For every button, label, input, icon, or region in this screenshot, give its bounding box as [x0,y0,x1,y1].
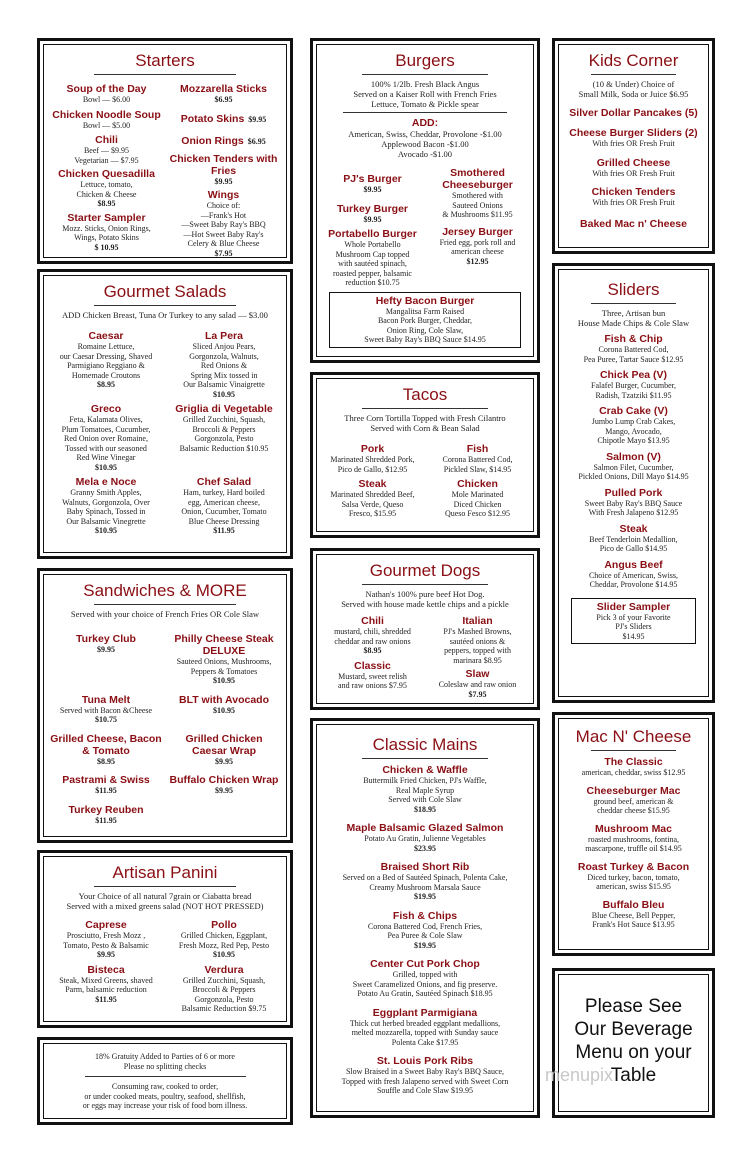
menu-item: Buffalo Chicken Wrap $9.95 [169,774,279,795]
menu-item: Grilled Cheese, Bacon & Tomato $8.95 [50,732,162,766]
menu-item: Classic Mustard, sweet relish and raw onions $7.95 [338,659,407,690]
divider [591,74,676,75]
mains-section [310,718,540,1118]
panini-title: Artisan Panini [112,863,218,882]
dogs-right-column [428,615,527,699]
tacos-grid [323,443,527,519]
burgers-right-column [428,167,527,288]
menu-item: Bisteca Steak, Mixed Greens, shaved Parm, balsamic reduction $11.95 [59,963,153,1004]
divider [362,74,488,75]
beverage-section [552,968,715,1118]
menu-item: Baked Mac n' Cheese [580,217,687,230]
menu-item: La Pera Sliced Anjou Pears, Gorgonzola, Walnuts, Red Onions & Spring Mix tossed in Our Balsamic Vinaigrette $10.95 [183,330,265,399]
menu-item: Grilled Chicken Caesar Wrap $9.95 [185,732,263,766]
starters-section [37,38,293,264]
divider [362,758,488,759]
burgers-grid [323,167,527,288]
mac-section [552,712,715,956]
menu-item: Chili Beef — $9.95 Vegetarian — $7.95 [74,134,139,165]
food-safety-note: Consuming raw, cooked to order, or under cooked meats, poultry, seafood, shellfish, or eggs may increase your risk of food born illness. [82,1082,248,1110]
dogs-title: Gourmet Dogs [369,561,481,580]
dogs-intro: Nathan's 100% pure beef Hot Dog. Served with house made kettle chips and a pickle [341,589,509,609]
menu-item: Crab Cake (V) Jumbo Lump Crab Cakes, Mango, Avocado, Chipotle Mayo $13.95 [591,405,676,445]
tacos-section [310,372,540,538]
divider [362,408,488,409]
divider [591,303,676,304]
divider [591,750,676,751]
menu-item: Maple Balsamic Glazed Salmon Potato Au Gratin, Julienne Vegetables $23.95 [346,822,504,853]
tacos-intro: Three Corn Tortilla Topped with Fresh Cilantro Served with Corn & Bean Salad [344,413,506,433]
sliders-title: Sliders [607,280,660,299]
menu-item: Potato Skins $9.95 [180,112,267,125]
menu-item: Pollo Grilled Chicken, Eggplant, Fresh Mozz, Red Pep, Pesto $10.95 [178,919,270,959]
menu-item: Caprese Prosciutto, Fresh Mozz , Tomato, Pesto & Balsamic $9.95 [63,919,149,959]
menu-item: Pork Marinated Shredded Pork, Pico de Gallo, $12.95 [330,443,415,474]
menu-item: Buffalo Bleu Blue Cheese, Bell Pepper, Frank's Hot Sauce $13.95 [591,898,676,929]
menu-item: Chicken Noodle Soup Bowl — $5.00 [52,108,161,130]
menu-item: Jersey Burger Fried egg, pork roll and american cheese $12.95 [439,225,516,266]
menu-item: Turkey Reuben $11.95 [68,803,144,825]
menu-item: Greco Feta, Kalamata Olives, Plum Tomatoes, Cucumber, Red Onion over Romaine, Tossed with our seasoned Red Wine Vinegar $10.95 [61,403,151,472]
menu-item: Angus Beef Choice of American, Swiss, Cheddar, Provolone $14.95 [588,558,679,589]
menu-item: Braised Short Rib Served on a Bed of Sautéed Spinach, Polenta Cake, Creamy Mushroom Marsala Sauce $19.95 [342,861,508,901]
kids-section [552,38,715,254]
sliders-section [552,263,715,703]
hefty-bacon-burger-feature: Hefty Bacon Burger Mangalitsa Farm Raised Bacon Pork Burger, Cheddar, Onion Ring, Cole Slaw, Sweet Baby Ray's BBQ Sauce $14.95 [329,292,521,348]
menu-item: Chick Pea (V) Falafel Burger, Cucumber, Radish, Tzatziki $11.95 [591,369,676,400]
dogs-left-column [323,615,422,699]
menu-item: Chili mustard, chili, shredded cheddar and raw onions $8.95 [334,615,411,655]
divider [85,1076,246,1077]
panini-intro: Your Choice of all natural 7grain or Ciabatta bread Served with a mixed greens salad (NOT HOT PRESSED) [66,891,264,911]
menu-item: Center Cut Pork Chop Grilled, topped with Sweet Caramelized Onions, and fig preserve. Potato Au Gratin, Sautéed Spinach $18.95 [352,958,498,998]
menu-item: Verdura Grilled Zucchini, Squash, Broccoli & Peppers Gorgonzola, Pesto Balsamic Reduction $9.75 [181,963,267,1013]
divider [362,584,488,585]
watermark: menupix [545,1065,614,1085]
menu-item: Fish & Chip Corona Battered Cod, Pea Puree, Tartar Sauce $12.95 [583,333,684,364]
mains-title: Classic Mains [372,735,478,754]
sandwiches-section [37,568,293,843]
dogs-section [310,548,540,710]
menu-item: Eggplant Parmigiana Thick cut herbed breaded eggplant medallions, melted mozzarella, topped with Sunday sauce Polenta Cake $17.95 [349,1006,501,1047]
menu-item: Onion Rings $6.95 [181,134,266,147]
menu-item: Chicken & Waffle Buttermilk Fried Chicken, PJ's Waffle, Real Maple Syrup Served with Cole Slaw $18.95 [363,764,487,814]
dogs-grid [323,615,527,699]
burgers-left-column [323,167,422,288]
menu-item: Steak Beef Tenderloin Medallion, Pico de Gallo $14.95 [589,522,678,553]
menu-item: PJ's Burger $9.95 [343,173,402,194]
sandwiches-intro: Served with your choice of French Fries OR Cole Slaw [70,609,260,619]
menu-item: Italian PJ's Mashed Browns, sautéed onions & peppers, topped with marinara $8.95 [443,615,512,665]
sliders-list [565,333,702,590]
sandwiches-title: Sandwiches & MORE [83,581,247,600]
menu-item: Steak Marinated Shredded Beef, Salsa Verde, Queso Fresco, $15.95 [330,478,415,518]
divider [94,886,237,887]
menu-item: Smothered Cheeseburger Smothered with Sauteed Onions & Mushrooms $11.95 [442,167,513,219]
menu-item: Griglia di Vegetable Grilled Zucchini, Squash, Broccoli & Peppers Gorgonzola, Pesto Balsamic Reduction $10.95 [175,403,273,453]
mac-list [565,756,702,930]
mac-title: Mac N' Cheese [575,727,692,746]
menu-item: Chicken Tenders with Fries $9.95 [169,152,278,186]
menu-item: Cheese Burger Sliders (2) With fries OR Fresh Fruit [569,127,698,148]
menu-item: Roast Turkey & Bacon Diced turkey, bacon, tomato, american, swiss $15.95 [577,860,690,891]
menu-item: Grilled Cheese With fries OR Fresh Fruit [592,156,675,178]
menu-item: Fish & Chips Corona Battered Cod, French Fries, Pea Puree & Cole Slaw $19.95 [367,909,483,950]
mains-list [323,764,527,1096]
divider [94,305,237,306]
menu-item: Fish Corona Battered Cod, Pickled Slaw, $14.95 [442,443,513,474]
notes-section [37,1037,293,1125]
panini-grid [50,919,280,1014]
menu-item: Mozzarella Sticks $6.95 [180,83,267,104]
menu-item: Turkey Club $9.95 [76,633,136,654]
gratuity-note: 18% Gratuity Added to Parties of 6 or more Please no splitting checks [95,1052,235,1071]
menu-item: Turkey Burger $9.95 [337,202,408,224]
menu-item: Caesar Romaine Lettuce, our Caesar Dressing, Shaved Parmigiano Reggiano & Homemade Croutons $8.95 [59,330,153,389]
beverage-note: Please See Our Beverage Menu on your Table [574,996,693,1086]
burgers-add-text: American, Swiss, Cheddar, Provolone -$1.00 Applewood Bacon -$1.00 Avocado -$1.00 [348,129,502,159]
salads-intro: ADD Chicken Breast, Tuna Or Turkey to any salad — $3.00 [62,310,268,320]
divider [94,604,237,605]
menu-item: Silver Dollar Pancakes (5) [569,107,698,119]
divider [94,74,237,75]
menu-item: Mushroom Mac roasted mushrooms, fontina, mascarpone, truffle oil $14.95 [585,822,682,853]
sandwiches-grid [50,633,280,825]
menu-item: Pulled Pork Sweet Baby Ray's BBQ Sauce With Fresh Jalapeno $12.95 [584,486,683,517]
starters-right-column [167,79,280,258]
menu-item: Pastrami & Swiss $11.95 [62,774,150,795]
salads-grid [50,330,280,536]
menu-item: Starter Sampler Mozz. Sticks, Onion Rings, Wings, Potato Skins $ 10.95 [62,211,151,252]
starters-title: Starters [135,51,195,70]
burgers-intro: 100% 1/2lb. Fresh Black Angus Served on a Kaiser Roll with French Fries Lettuce, Tomato & Pickle spear [353,79,497,109]
menu-item: Chicken Tenders With fries OR Fresh Fruit [591,186,676,207]
menu-item: Portabello Burger Whole Portabello Mushroom Cap topped with sautéed spinach, roasted pepper, balsamic reduction $10.75 [328,228,417,287]
menu-item: Chicken Quesadilla Lettuce, tomato, Chicken & Cheese $8.95 [58,168,155,208]
menu-item: Soup of the Day Bowl — $6.00 [66,83,147,104]
menu-item: BLT with Avocado $10.95 [178,693,270,715]
menu-item: Philly Cheese Steak DELUXE Sauteed Onions, Mushrooms, Peppers & Tomatoes $10.95 [174,633,274,685]
menu-item: Cheeseburger Mac ground beef, american & cheddar cheese $15.95 [586,784,681,815]
tacos-title: Tacos [402,385,448,404]
kids-intro: (10 & Under) Choice of Small Milk, Soda or Juice $6.95 [578,79,689,99]
slider-sampler-feature: Slider Sampler Pick 3 of your Favorite PJ's Sliders $14.95 [571,598,696,645]
menu-item: Mela e Noce Granny Smith Apples, Walnuts, Gorgonzola, Over Baby Spinach, Tossed in Our Balsamic Vinegrette $10.95 [62,476,150,535]
menu-item: Salmon (V) Salmon Filet, Cucumber, Pickled Onions, Dill Mayo $14.95 [578,450,689,481]
menu-item: Wings Choice of: —Frank's Hot —Sweet Baby Ray's BBQ —Hot Sweet Baby Ray's Celery & Blue Cheese $7.95 [181,189,266,258]
menu-item: Slaw Coleslaw and raw onion $7.95 [438,668,517,699]
starters-left-column [50,79,163,258]
menu-item: Chicken Mole Marinated Diced Chicken Queso Fesco $12.95 [444,478,511,518]
kids-list [565,107,702,230]
menu-item: St. Louis Pork Ribs Slow Braised in a Sweet Baby Ray's BBQ Sauce, Topped with fresh Jalapeno served with Sweet Corn Souffle and Cole Slaw $19.95 [341,1055,509,1095]
menu-item: Chef Salad Ham, turkey, Hard boiled egg, American cheese, Onion, Cucumber, Tomato Blue Cheese Dressing $11.95 [181,476,267,535]
burgers-add-title: ADD: [411,117,439,129]
salads-section [37,269,293,559]
menu-item: Tuna Melt Served with Bacon &Cheese $10.75 [59,693,153,724]
menu-item: The Classic american, cheddar, swiss $12.95 [581,756,686,777]
burgers-title: Burgers [395,51,455,70]
salads-title: Gourmet Salads [103,282,227,301]
sliders-intro: Three, Artisan bun House Made Chips & Cole Slaw [577,308,690,328]
panini-section [37,850,293,1028]
divider [343,112,506,113]
burgers-section [310,38,540,363]
kids-title: Kids Corner [588,51,679,70]
